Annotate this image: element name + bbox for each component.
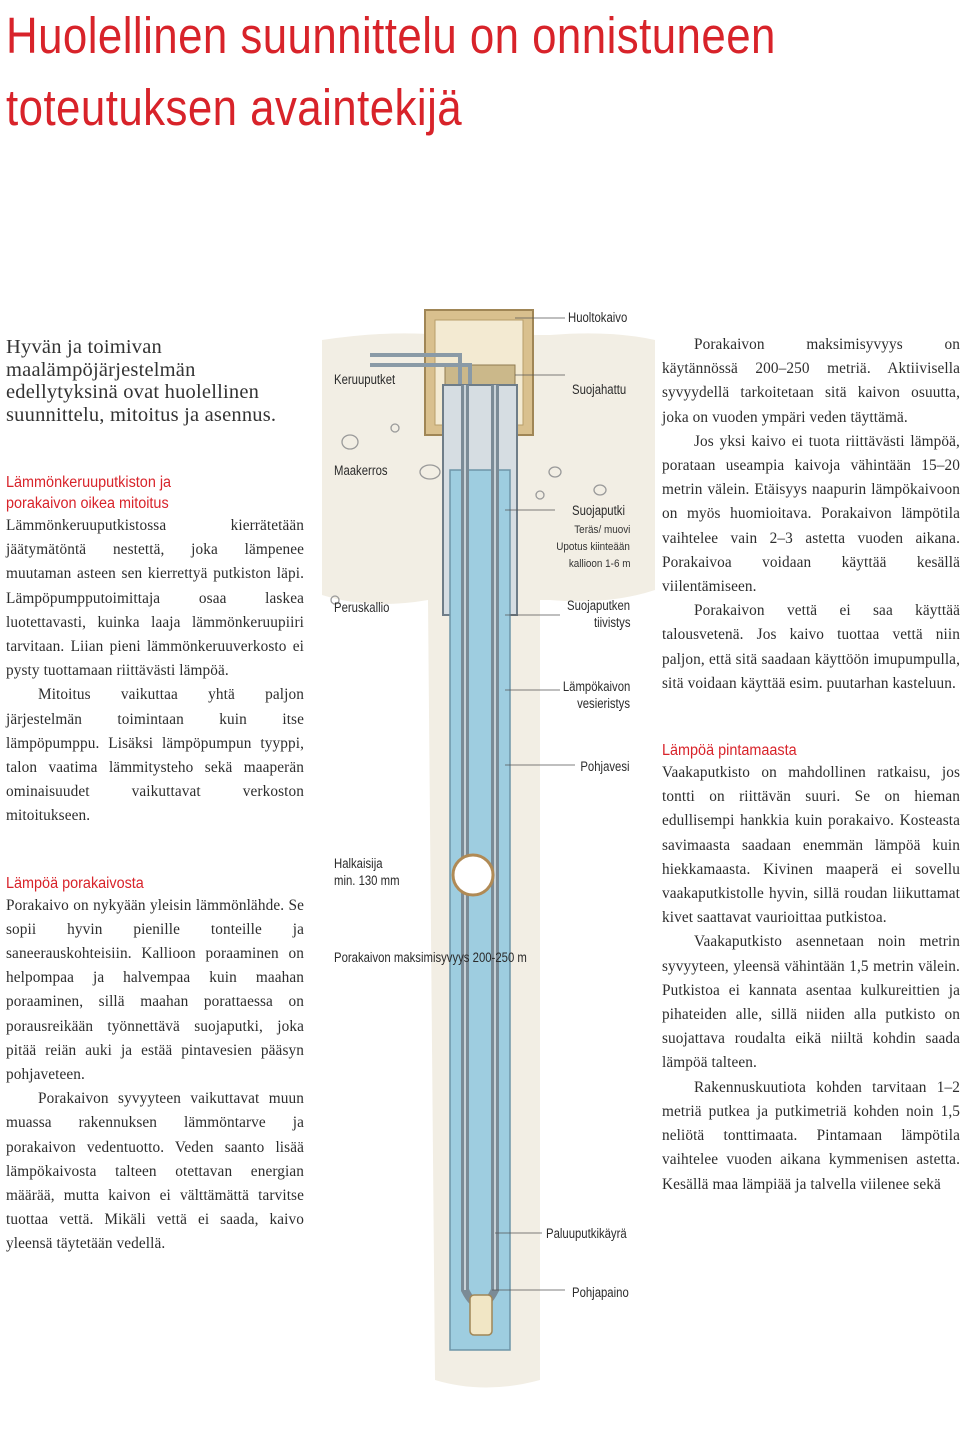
section-heading-line-2: porakaivon oikea mitoitus	[6, 495, 169, 512]
section-pintamaa	[662, 740, 960, 1197]
label-halkaisija-min: min. 130 mm	[334, 873, 400, 888]
body-paragraph: Porakaivon vettä ei saa käyttää talousvetenä. Jos kaivo tuottaa vettä niin paljon, että sitä saadaan käyttöön imupumpulla, sitä voidaan käyttää esim. puutarhan kasteluun.	[662, 602, 960, 692]
label-tiivistys: tiivistys	[593, 615, 630, 630]
body-paragraph: Porakaivon maksimisyvyys on käytännössä 200–250 metriä. Aktiivisella syvyydellä tarkoitetaan sitä kaivon osuutta, joka on vuoden ympäri veden täyttämä.	[662, 336, 960, 426]
label-keruuputket: Keruuputket	[334, 372, 396, 387]
label-suojaputki-kallio: kallioon 1-6 m	[568, 558, 630, 570]
protective-cap	[445, 365, 515, 385]
label-halkaisija: Halkaisija	[334, 856, 383, 871]
page-headline	[6, 0, 814, 144]
body-paragraph: Jos yksi kaivo ei tuota riittävästi lämpöä, porataan useampia kaivoja vähintään 15–20 metrin välein. Etäisyys naapurin lämpökaivoon on myös huomioitava. Porakaivon lämpötila vaihtelee vain 2–3 astetta vuoden aikana. Porakaivoa voidaan käyttää kesällä viilentämiseen.	[662, 432, 960, 596]
bottom-weight	[470, 1295, 492, 1335]
headline-line-2: toteutuksen avaintekijä	[6, 79, 463, 136]
body-paragraph: Porakaivo on nykyään yleisin lämmönlähde. Se sopii hyvin pienille tonteille ja saneerauskohteisiin. Kallioon poraaminen on helpompaa ja halvempaa kuin maahan poraaminen, sillä maahan porattaessa on porausreikään työnnettävä suojaputki, joka pitää reiän auki ja estää pintavesien pääsyn pohjaveteen.	[6, 896, 304, 1084]
label-peruskallio: Peruskallio	[334, 600, 390, 615]
borehole-diagram-graphic	[310, 290, 660, 1410]
intro-lead: Hyvän ja toimivan maalämpöjärjestelmän edellytyksinä ovat huolellinen suunnittelu, mitoitus ja asennus.	[6, 336, 277, 426]
body-paragraph: Lämmönkeruuputkistossa kierrätetään jäätymätöntä nestettä, joka lämpenee muutaman asteen sen kierrettyä putkiston läpi. Lämpöpumpputoimittaja osaa laskea luotettavasti, kuinka laaja lämmönkeruupiiri tarvitaan. Liian pieni lämmönkeruuverkosto ei pysty tuottamaan riittävästi lämpöä.	[6, 517, 304, 680]
right-column	[662, 333, 960, 1197]
borehole-water	[450, 470, 510, 1350]
label-pohjavesi: Pohjavesi	[580, 759, 630, 774]
label-maakerros: Maakerros	[334, 463, 388, 478]
section-heading: Lämpöä porakaivosta	[6, 874, 144, 892]
label-maksimisyvyys: Porakaivon maksimisyvyys 200-250 m	[334, 950, 527, 965]
section-mitoitus	[6, 472, 304, 829]
section-heading: Lämpöä pintamaasta	[662, 742, 797, 760]
label-suojaputki: Suojaputki	[572, 503, 625, 518]
section-porakaivo	[6, 873, 304, 1257]
body-paragraph: Porakaivon syvyyteen vaikuttavat muun muassa rakennuksen lämmöntarve ja porakaivon vedentuotto. Veden saanto lisää lämpökaivosta talteen otettavan energian määrää, mutta kaivon ei välttämättä tarvitse tuottaa vettä. Mikäli vettä ei saada, kaivo yleensä täytetään vedellä.	[6, 1090, 304, 1253]
section-heading-line-1: Lämmönkeruuputkiston ja	[6, 474, 172, 491]
label-pohjapaino: Pohjapaino	[572, 1285, 629, 1300]
left-column	[6, 336, 304, 1257]
body-paragraph: Vaakaputkisto asennetaan noin metrin syvyyteen, yleensä vähintään 1,5 metrin välein. Putkistoa ei kannata asentaa kulkureittien ja pihateiden alle, sillä niiden alla putkisto on suojattava roudalta eikä niiltä kohdin saada lämpöä talteen.	[662, 933, 960, 1072]
label-suojaputken: Suojaputken	[566, 598, 630, 613]
borehole-illustration	[310, 290, 660, 1410]
headline-line-1: Huolellinen suunnittelu on onnistuneen	[6, 7, 776, 64]
body-paragraph: Rakennuskuutiota kohden tarvitaan 1–2 metriä putkea ja putkimetriä kohden noin 1,5 neliötä tonttimaata. Pintamaan lämpötila vaihtelee vuoden aikana kymmenisen astetta. Kesällä maa lämpiää ja talvella viilenee sekä	[662, 1078, 960, 1193]
label-suojahattu: Suojahattu	[572, 382, 627, 397]
body-paragraph: Vaakaputkisto on mahdollinen ratkaisu, jos tontti on riittävän suuri. Se on hieman edullisempi hankkia kuin porakaivo. Kosteasta savimaasta saadaan enemmän lämpöä kuin hiekkamaasta. Kivinen maaperä ei sovellu vaakaputkistolle hyvin, sillä roudan liikuttamat kivet saattavat vaurioittaa putkistoa.	[662, 764, 960, 927]
label-suojaputki-upotus: Upotus kiinteään	[556, 541, 630, 553]
diameter-marker	[453, 855, 493, 895]
body-paragraph: Mitoitus vaikuttaa yhtä paljon järjestelmän toimintaan kuin itse lämpöpumppu. Lisäksi lämpöpumpun tyyppi, talon vaatima lämmitysteho sekä maaperän ominaisuudet vaikuttavat verkoston mitoitukseen.	[6, 686, 304, 825]
label-lampokaivon: Lämpökaivon	[562, 679, 630, 694]
label-huoltokaivo: Huoltokaivo	[568, 310, 628, 325]
label-vesieristys: vesieristys	[577, 696, 630, 711]
label-paluuputkikaayra: Paluuputkikäyrä	[546, 1226, 627, 1241]
label-suojaputki-material: Teräs/ muovi	[573, 524, 630, 536]
